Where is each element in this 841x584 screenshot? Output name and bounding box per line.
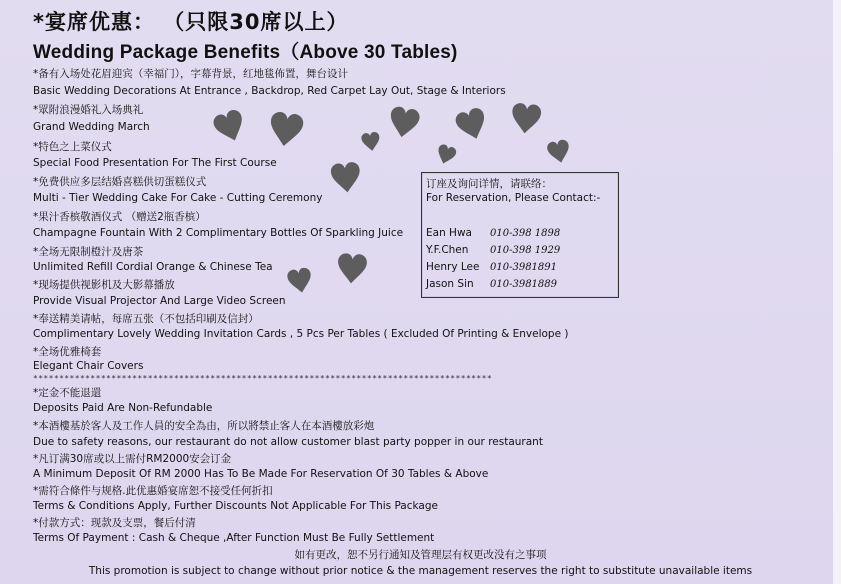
heart-icon (542, 137, 576, 167)
benefit-2-en: Grand Wedding March (33, 121, 150, 133)
benefit-5-cn: *果汁香槟敬酒仪式 （赠送2瓶香槟） (33, 211, 206, 223)
heart-icon (385, 103, 422, 142)
title-english: Wedding Package Benefits（Above 30 Tables) (33, 42, 458, 63)
separator-line: **************************************************************************************** (33, 374, 493, 383)
benefit-4-en: Multi - Tier Wedding Cake For Cake - Cutting Ceremony (33, 192, 323, 204)
heart-icon (335, 251, 369, 287)
benefit-4-cn: *免费供应多层结婚喜糕供切蛋糕仪式 (33, 176, 207, 188)
contact-box (421, 172, 619, 298)
footer-notice-en: This promotion is subject to change without prior notice & the management reserves the right to substitute unavailable items (88, 565, 753, 577)
heart-icon (284, 266, 316, 296)
benefit-9-en: Elegant Chair Covers (33, 360, 144, 372)
contact-name: Y.F.Chen (426, 244, 469, 256)
benefit-2-cn: *眾附浪漫婚礼入场典礼 (33, 104, 144, 116)
term-5-cn: *付款方式：现款及支票，餐后付清 (33, 517, 196, 529)
term-3-en: A Minimum Deposit Of RM 2000 Has To Be Made For Reservation Of 30 Tables & Above (33, 468, 489, 480)
benefit-8-cn: *奉送精美请帖，每席五张（不包括印刷及信封） (33, 313, 259, 325)
heart-icon (433, 141, 459, 168)
heart-icon (328, 158, 364, 197)
term-1-en: Deposits Paid Are Non-Refundable (33, 402, 213, 414)
term-2-en: Due to safety reasons, our restaurant do not allow customer blast party popper in our restaurant (33, 436, 543, 448)
contact-name: Ean Hwa (426, 227, 472, 239)
contact-name: Henry Lee (426, 261, 480, 273)
term-4-en: Terms & Conditions Apply, Further Discounts Not Applicable For This Package (33, 500, 438, 512)
benefit-1-cn: *备有入场处花眉迎宾（幸福门），字幕背景，红地毯佈置，舞台设计 (33, 68, 348, 80)
contact-row (426, 244, 560, 258)
title-chinese: *宴席优惠： （只限30席以上） (33, 10, 349, 34)
benefit-6-cn: *全场无限制橙汁及唐茶 (33, 246, 144, 258)
benefit-9-cn: *全场优雅椅套 (33, 346, 102, 358)
benefit-3-cn: *特色之上菜仪式 (33, 141, 112, 153)
contact-name: Jason Sin (426, 278, 474, 290)
term-4-cn: *需符合條件与规格.此优惠婚宴席恕不接受任何折扣 (33, 485, 273, 497)
heart-icon (452, 104, 493, 146)
term-1-cn: *定金不能退還 (33, 387, 102, 399)
term-2-cn: *本酒樓基於客人及工作人員的安全為由，所以將禁止客人在本酒樓放彩炮 (33, 420, 375, 432)
benefit-3-en: Special Food Presentation For The First Course (33, 157, 277, 169)
heart-icon (209, 106, 251, 149)
footer-notice-cn: 如有更改，恕不另行通知及管理层有权更改没有之事项 (294, 549, 547, 561)
heart-icon (355, 130, 387, 154)
contact-phone[interactable]: 010-398 1898 (490, 228, 561, 239)
contact-row (426, 278, 557, 292)
contact-title-en: For Reservation, Please Contact:- (426, 192, 601, 204)
benefit-6-en: Unlimited Refill Cordial Orange & Chinese Tea (33, 261, 273, 273)
heart-icon (508, 100, 543, 137)
heart-icon (265, 102, 308, 159)
benefit-7-cn: *现场提供视影机及大影幕播放 (33, 279, 175, 291)
contact-title-cn: 订座及询问详情，请联络： (426, 178, 552, 190)
benefit-1-en: Basic Wedding Decorations At Entrance , Backdrop, Red Carpet Lay Out, Stage & Interiors (33, 85, 506, 97)
contact-phone[interactable]: 010-3981889 (490, 279, 558, 290)
contact-phone[interactable]: 010-398 1929 (490, 245, 561, 256)
benefit-5-en: Champagne Fountain With 2 Complimentary Bottles Of Sparkling Juice (33, 227, 404, 239)
benefit-8-en: Complimentary Lovely Wedding Invitation Cards , 5 Pcs Per Tables ( Excluded Of Printing & Envelope ) (33, 328, 569, 340)
term-5-en: Terms Of Payment : Cash & Cheque ,After Function Must Be Fully Settlement (33, 532, 435, 544)
page-edge (833, 0, 841, 584)
benefit-7-en: Provide Visual Projector And Large Video Screen (33, 295, 286, 307)
contact-row (426, 227, 560, 241)
contact-row (426, 261, 557, 275)
contact-phone[interactable]: 010-3981891 (490, 262, 558, 273)
term-3-cn: *凡订满30席或以上需付RM2000安会订金 (33, 453, 232, 465)
